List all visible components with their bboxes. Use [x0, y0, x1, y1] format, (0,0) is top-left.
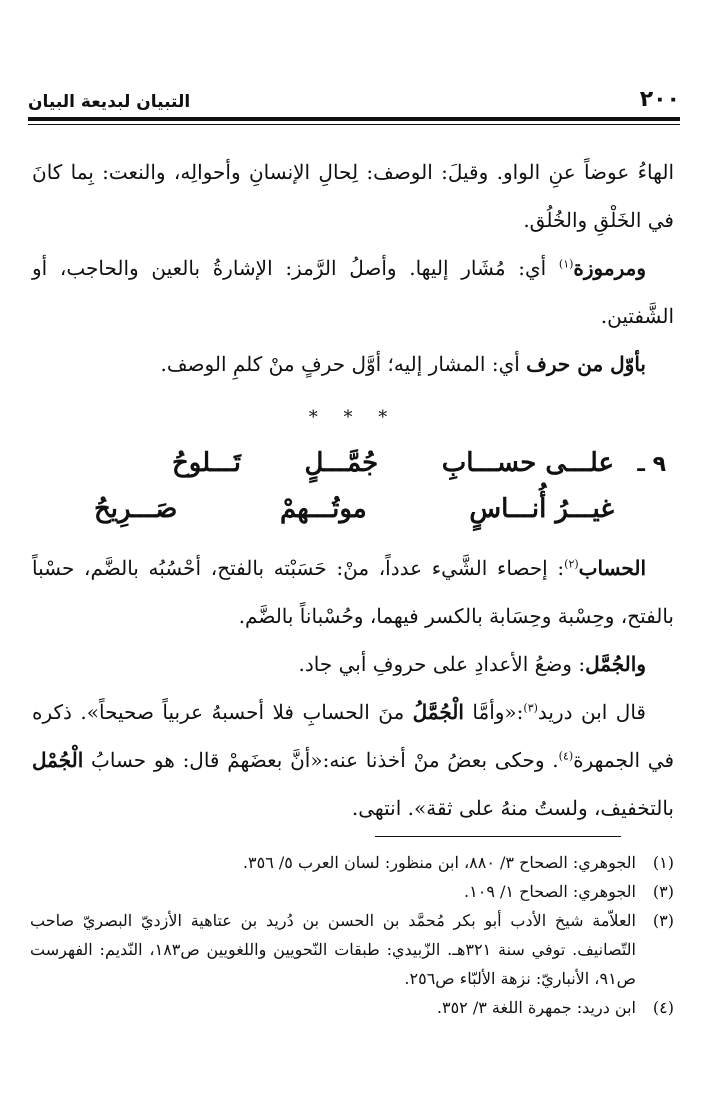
- footnote-text: الجوهري: الصحاح ١/ ١٠٩.: [464, 882, 636, 901]
- footnote-ref: (٤): [558, 749, 574, 763]
- paragraph-3-text: أي: المشار إليه؛ أوَّل حرفٍ منْ كلمِ الوصف.: [160, 352, 527, 376]
- paragraph-2: [32, 244, 674, 340]
- page-number: ٢٠٠: [639, 87, 680, 112]
- paragraph-4-text: : إحصاء الشَّيء عدداً، منْ: حَسَبْته بالفتح، أحْسُبُه بالضَّم، حسْباً بالفتح، وحِسْبة وحِسَابة بالكسر فيهما، وحُسْباناً بالضَّم.: [32, 556, 674, 628]
- footnotes: [30, 848, 674, 1022]
- verse-line-2-part-a: غيـــرُ أُنـــاسٍ: [469, 494, 614, 524]
- footnote-4: [30, 993, 674, 1022]
- footnote-number: (٤): [652, 998, 674, 1017]
- term-awwal: بأوّل من حرف: [526, 352, 646, 376]
- paragraph-5-text: : وضعُ الأعدادِ على حروفِ أبي جاد.: [298, 652, 586, 676]
- footnote-text: العلاّمة شيخ الأدب أبو بكر مُحمَّد بن الحسن بن دُريد بن عتاهية الأزديّ البصريّ صاحب التّصانيف. توفي سنة ٣٢١هـ. الزّبيدي: طبقات النّحويين واللغويين ص١٨٣، النّديم: الفهرست ص٩١، الأنباريّ: نزهة الألبّاء ص٢٥٦.: [30, 911, 636, 988]
- main-text: [32, 148, 674, 832]
- verse-line-1: [172, 448, 614, 478]
- footnote-ref: (٣): [523, 701, 538, 715]
- paragraph-6-text-c: منَ الحسابِ فلا أحسبهُ عربياً صحيحاً». ذكره في الجمهرة: [32, 700, 675, 772]
- term-marmuza: ومرموزة: [573, 256, 646, 280]
- running-header: [28, 82, 680, 112]
- footnote-number: (٣): [652, 911, 674, 930]
- verse-number: ٩ ـ: [637, 452, 666, 477]
- verse-line-2-part-c: صَـــرِيحُ: [94, 494, 178, 524]
- header-rule-thin: [28, 124, 680, 125]
- verse-line-1-part-a: علـــى حســـابِ: [441, 448, 614, 478]
- footnote-ref: (٢): [564, 557, 579, 571]
- term-hisab: الحساب: [578, 556, 646, 580]
- verse-9: [32, 444, 674, 544]
- verse-line-2-part-b: موتُـــهمْ: [279, 494, 367, 524]
- paragraph-6-text-d: . وحكى بعضُ منْ أخذنا عنه:«أنَّ بعضَهمْ قال: هو حسابُ: [83, 748, 559, 772]
- footnote-2: [30, 877, 674, 906]
- paragraph-3: [32, 340, 674, 388]
- verse-line-2: [94, 494, 614, 524]
- footnote-ref: (١): [558, 257, 574, 271]
- paragraph-6-text-b: :«وأمَّا: [463, 700, 524, 724]
- footnote-3: [30, 906, 674, 993]
- footnote-separator: [375, 836, 621, 837]
- footnote-text: ابن دريد: جمهرة اللغة ٣/ ٣٥٢.: [436, 998, 636, 1017]
- paragraph-5: [32, 640, 674, 688]
- term-aljummal: الْجُمَّلُ: [412, 700, 464, 724]
- paragraph-6-text-e: بالتخفيف، ولستُ منهُ على ثقة». انتهى.: [351, 796, 674, 820]
- paragraph-4: [32, 544, 674, 640]
- footnote-number: (٣): [652, 882, 674, 901]
- paragraph-1: الهاءُ عوضاً عنِ الواو. وقيلَ: الوصف: لِحالِ الإنسانِ وأحوالِه، والنعت: بِما كانَ في الخَلْقِ والخُلُق.: [32, 160, 674, 232]
- footnote-1: [30, 848, 674, 877]
- header-rule-thick: [28, 117, 680, 121]
- footnote-number: (١): [652, 853, 674, 872]
- term-aljuml: الْجُمْل: [32, 748, 84, 772]
- paragraph-6-text-a: قال ابن دريد: [537, 700, 646, 724]
- term-jummal: والجُمَّل: [585, 652, 646, 676]
- section-separator: * * *: [308, 407, 398, 428]
- running-title: التبيان لبديعة البيان: [28, 92, 191, 112]
- paragraph-6: [32, 688, 674, 832]
- paragraph-2-text: أي: مُشَار إليها. وأصلُ الرَّمز: الإشارةُ بالعين والحاجب، أو الشَّفتين.: [32, 256, 674, 328]
- verse-line-1-part-b: جُمَّـــلٍ: [304, 448, 379, 478]
- verse-line-1-part-c: تَـــلوحُ: [172, 448, 241, 478]
- footnote-text: الجوهري: الصحاح ٣/ ٨٨٠، ابن منظور: لسان العرب ٥/ ٣٥٦.: [242, 853, 636, 872]
